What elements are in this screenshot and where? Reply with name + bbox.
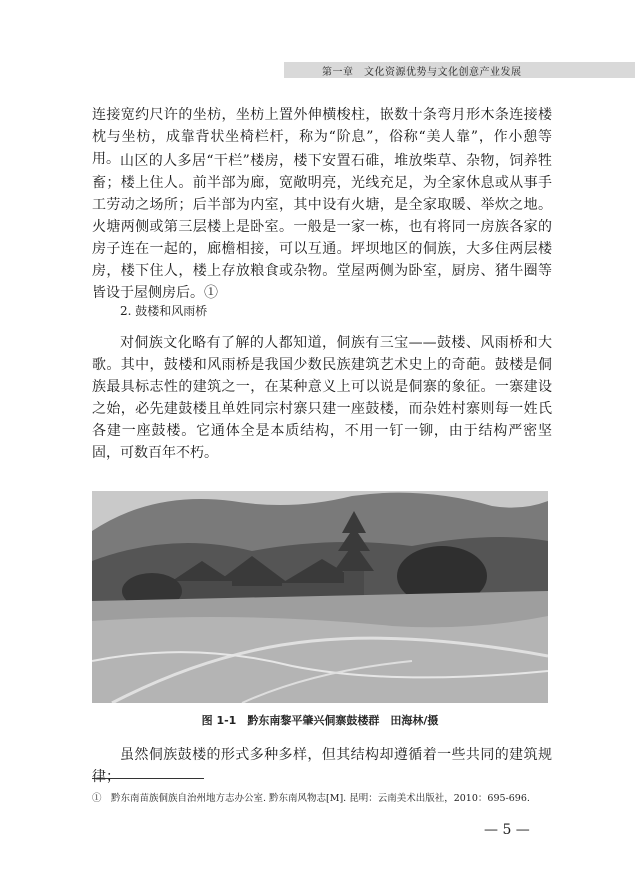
footnote-divider — [92, 778, 204, 779]
page-number: — 5 — — [484, 822, 530, 838]
paragraph-dwellings: 山区的人多居“干栏”楼房，楼下安置石碓，堆放柴草、杂物，饲养牲畜；楼上住人。前半部为廊，宽敞明亮，光线充足，为全家休息或从事手工劳动之场所；后半部为内室，其中设有火塘，是全家取暖、举炊之地。火塘两侧或第三层楼上是卧室。一般是一家一栋，也有将同一房族各家的房子连在一起的，廊檐相接，可以互通。坪坝地区的侗族，大多住两层楼房，楼下住人，楼上存放粮食或杂物。堂屋两侧为卧室，厨房、猪牛圈等皆设于屋侧房后。① — [92, 153, 552, 301]
footnote: ① 黔东南苗族侗族自治州地方志办公室. 黔东南风物志[M]. 昆明：云南美术出版社，2010：695-696. — [92, 793, 530, 804]
section-heading: 2. 鼓楼和风雨桥 — [120, 304, 208, 318]
paragraph-closing: 虽然侗族鼓楼的形式多种多样，但其结构却遵循着一些共同的建筑规律； — [92, 747, 552, 785]
paragraph-continuation: 连接宽约尺许的坐枋，坐枋上置外伸横梭柱，嵌数十条弯月形木条连接楼枕与坐枋，成靠背状坐椅栏杆，称为“阶息”，俗称“美人靠”，作小憩等用。 — [92, 107, 552, 167]
running-header-title: 第一章 文化资源优势与文化创意产业发展 — [322, 67, 522, 78]
figure-caption: 图 1-1 黔东南黎平肇兴侗寨鼓楼群 田海林/摄 — [201, 714, 439, 727]
village-photo — [92, 491, 548, 703]
paragraph-drum-tower-intro: 对侗族文化略有了解的人都知道，侗族有三宝——鼓楼、风雨桥和大歌。其中，鼓楼和风雨桥是我国少数民族建筑艺术史上的奇葩。鼓楼是侗族最具标志性的建筑之一，在某种意义上可以说是侗寨的象征。一寨建设之始，必先建鼓楼且单姓同宗村寨只建一座鼓楼，而杂姓村寨则每一姓氏各建一座鼓楼。它通体全是本质结构，不用一钉一铆，由于结构严密坚固，可数百年不朽。 — [92, 335, 552, 461]
